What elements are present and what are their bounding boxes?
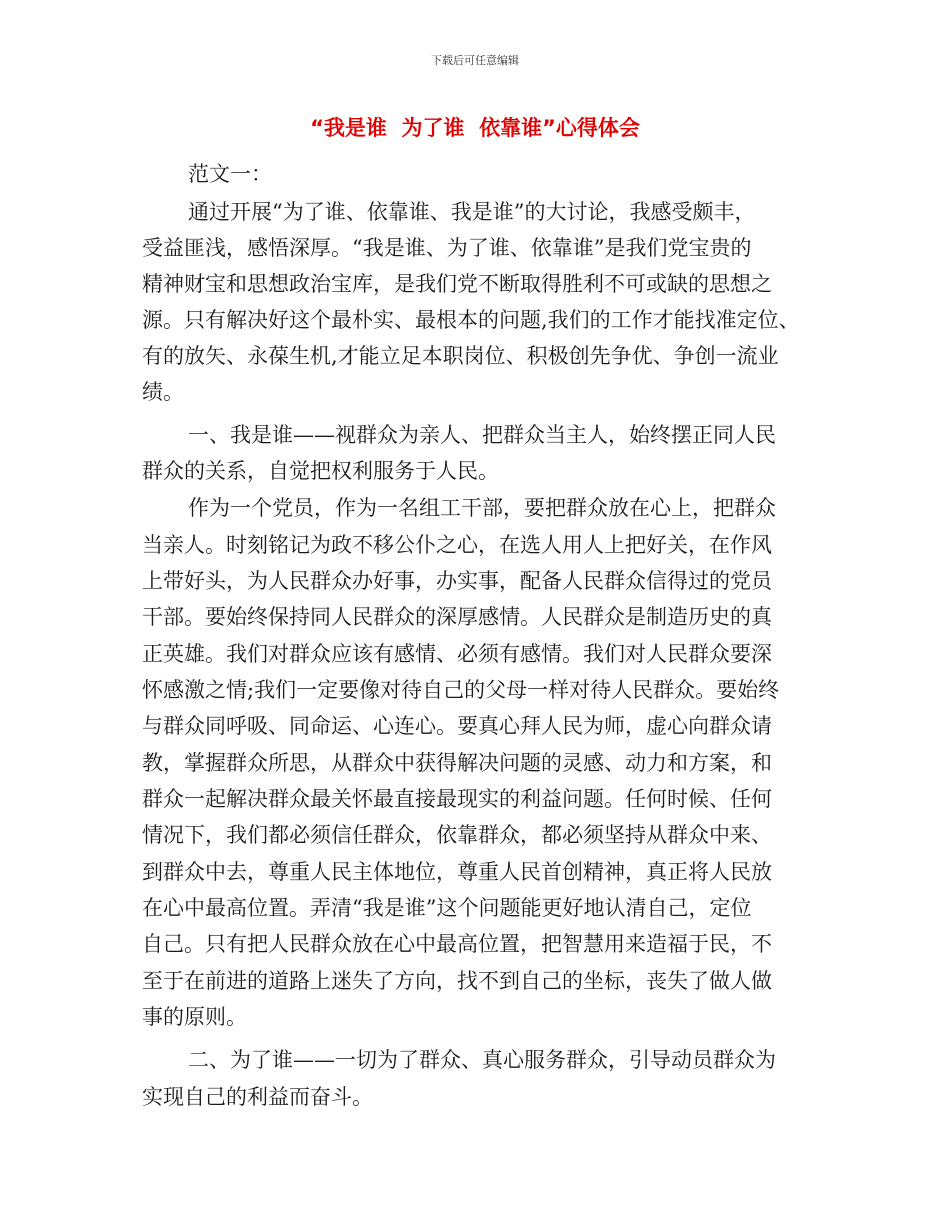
- text-line: 有的放矢、永葆生机,才能立足本职岗位、积极创先争优、争创一流业: [142, 344, 779, 368]
- text-line: 事的原则。: [142, 1005, 247, 1029]
- header-note: 下载后可任意编辑: [431, 54, 519, 67]
- text-line: 到群众中去，尊重人民主体地位，尊重人民首创精神，真正将人民放: [142, 860, 772, 884]
- text-line: 当亲人。时刻铭记为政不移公仆之心，在选人用人上把好关，在作风: [142, 533, 772, 557]
- text-line: 受益匪浅，感悟深厚。“我是谁、为了谁、依靠谁”是我们党宝贵的: [142, 236, 752, 260]
- text-line: 正英雄。我们对群众应该有感情、必须有感情。我们对人民群众要深: [142, 642, 772, 666]
- text-line: 范文一：: [188, 162, 272, 186]
- text-line: 通过开展“为了谁、依靠谁、我是谁”的大讨论，我感受颇丰，: [188, 200, 756, 224]
- text-line: 与群众同呼吸、同命运、心连心。要真心拜人民为师，虚心向群众请: [142, 714, 772, 738]
- text-line: 群众一起解决群众最关怀最直接最现实的利益问题。任何时候、任何: [142, 787, 772, 811]
- text-line: 作为一个党员，作为一名组工干部，要把群众放在心上，把群众: [188, 496, 776, 520]
- section-heading-line: 二、为了谁——一切为了群众、真心服务群众，引导动员群众为: [188, 1048, 776, 1072]
- text-line: 精神财宝和思想政治宝库，是我们党不断取得胜利不可或缺的思想之: [142, 272, 772, 296]
- text-line: 干部。要始终保持同人民群众的深厚感情。人民群众是制造历史的真: [142, 605, 772, 629]
- text-line: 实现自己的利益而奋斗。: [142, 1085, 373, 1109]
- text-line: 绩。: [142, 380, 184, 404]
- text-line: 上带好头，为人民群众办好事，办实事，配备人民群众信得过的党员: [142, 569, 772, 593]
- text-line: 在心中最高位置。弄清“我是谁”这个问题能更好地认清自己，定位: [142, 896, 752, 920]
- text-line: 教，掌握群众所思，从群众中获得解决问题的灵感、动力和方案，和: [142, 751, 772, 775]
- text-line: 情况下，我们都必须信任群众，依靠群众，都必须坚持从群众中来、: [142, 823, 772, 847]
- section-heading-line: 一、我是谁——视群众为亲人、把群众当主人，始终摆正同人民: [188, 423, 776, 447]
- document-title: “我是谁 为了谁 依靠谁”心得体会: [310, 116, 640, 140]
- text-line: 群众的关系，自觉把权利服务于人民。: [142, 459, 499, 483]
- text-line: 自己。只有把人民群众放在心中最高位置，把智慧用来造福于民，不: [142, 932, 772, 956]
- text-line: 至于在前进的道路上迷失了方向，找不到自己的坐标，丧失了做人做: [142, 969, 772, 993]
- text-line: 怀感激之情;我们一定要像对待自己的父母一样对待人民群众。要始终: [142, 678, 780, 702]
- text-line: 源。只有解决好这个最朴实、最根本的问题,我们的工作才能找准定位、: [142, 308, 800, 332]
